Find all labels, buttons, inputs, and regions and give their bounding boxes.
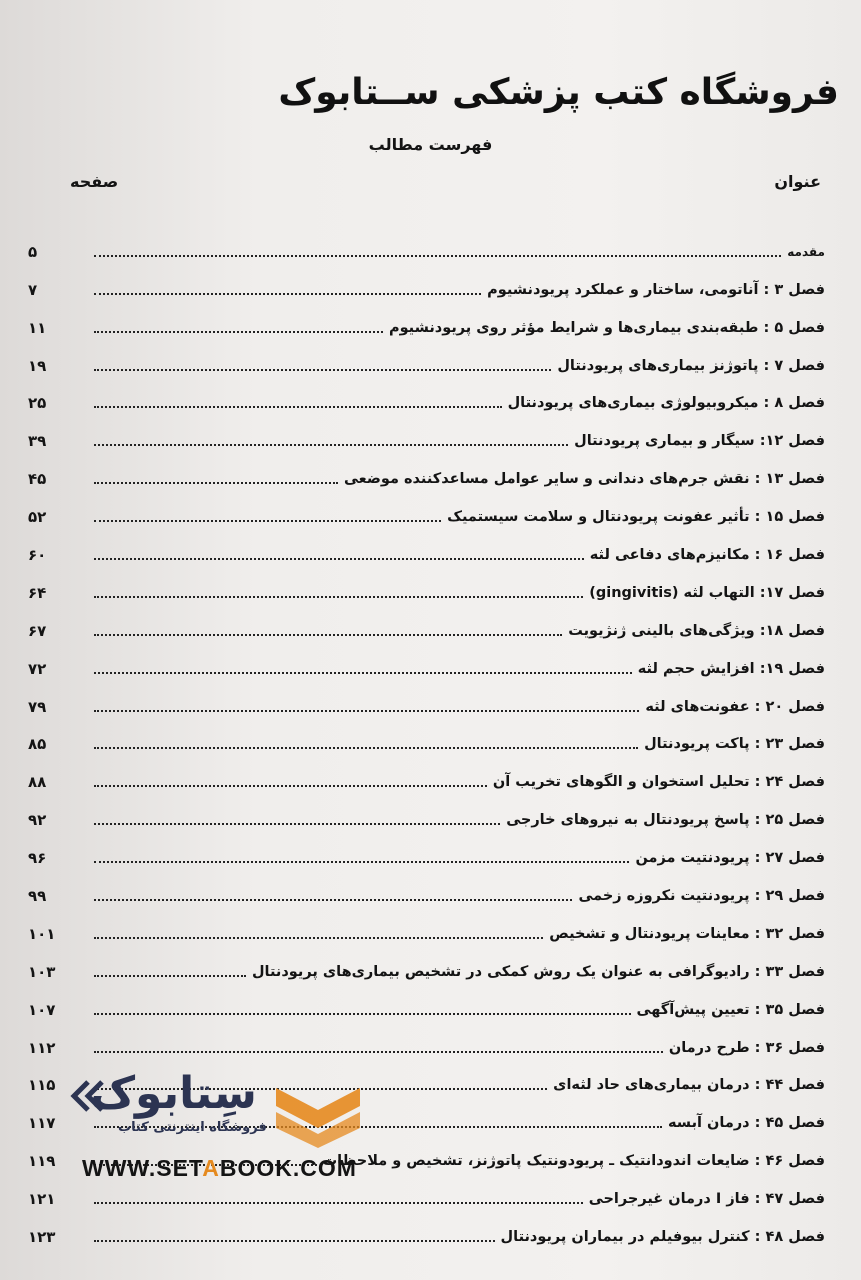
toc-entry — [28, 378, 825, 416]
toc-entry-page: ۱۹ — [28, 356, 47, 375]
dot-leader — [94, 1240, 495, 1242]
dot-leader — [94, 331, 383, 333]
toc-heading: فهرست مطالب — [368, 135, 493, 154]
toc-entry-title: فصل ۴۸ : کنترل بیوفیلم در بیماران پریودنتال — [500, 1229, 825, 1246]
toc-entry-title: فصل ۱۷: التهاب لثه (gingivitis) — [589, 584, 825, 601]
toc-entry-title: فصل ۴۶ : ضایعات اندودانتیک ـ پریودونتیک پاتوژنز، تشخیص و ملاحظات — [322, 1153, 825, 1170]
toc-entry — [28, 794, 825, 832]
dot-leader — [94, 1051, 663, 1053]
dot-leader — [94, 406, 502, 408]
toc-entry — [28, 1022, 825, 1060]
watermark-url — [82, 1155, 357, 1182]
toc-entry-page: ۵ — [28, 242, 38, 261]
toc-entry-title: فصل ۲۴ : تحلیل استخوان و الگوهای تخریب آن — [492, 774, 825, 791]
toc-entry-title: فصل ۱۶ : مکانیزم‌های دفاعی لثه — [589, 547, 825, 564]
url-accent: A — [202, 1155, 220, 1181]
dot-leader — [94, 369, 551, 371]
chevron-logo-icon — [272, 1080, 364, 1150]
dot-leader — [94, 937, 543, 939]
dot-leader — [94, 293, 481, 295]
dot-leader — [94, 634, 562, 636]
toc-entry-page: ۱۰۱ — [28, 924, 56, 943]
toc-entry-title: فصل ۷ : پاتوژنز بیماری‌های پریودنتال — [557, 357, 825, 374]
toc-entry-page: ۴۵ — [28, 470, 47, 489]
toc-entry-page: ۱۲۱ — [28, 1190, 56, 1209]
toc-entry-page: ۱۲۳ — [28, 1228, 56, 1247]
store-title: فروشگاه کتب پزشکی ســتابوک — [278, 72, 839, 113]
toc-entry-title: فصل ۸ : میکروبیولوژی بیماری‌های پریودنتال — [507, 395, 825, 412]
toc-entry-title: فصل ۴۷ : فاز I درمان غیرجراحی — [588, 1191, 825, 1208]
toc-entry — [28, 340, 825, 378]
dot-leader — [94, 823, 500, 825]
column-header-title: عنوان — [774, 172, 821, 191]
toc-entry-title: فصل ۱۳ : نقش جرم‌های دندانی و سایر عوامل مساعدکننده موضعی — [344, 471, 825, 488]
watermark-logo-text: سِتابوک — [90, 1068, 257, 1119]
toc-entry — [28, 605, 825, 643]
dot-leader — [94, 1013, 631, 1015]
watermark-tagline: فروشگاه اینترنتی کتاب — [118, 1120, 267, 1135]
dot-leader — [94, 747, 638, 749]
toc-entry-page: ۹۹ — [28, 887, 47, 906]
toc-entry — [28, 1211, 825, 1249]
toc-entry — [28, 681, 825, 719]
toc-entry-page: ۱۱۵ — [28, 1076, 56, 1095]
toc-entry-page: ۳۹ — [28, 432, 47, 451]
dot-leader — [94, 1202, 583, 1204]
toc-entry — [28, 453, 825, 491]
toc-entry-title: فصل ۳ : آناتومی، ساختار و عملکرد پریودنشیوم — [487, 281, 825, 298]
toc-entry-title: فصل ۳۲ : معاینات پریودنتال و تشخیص — [549, 925, 825, 942]
toc-entry-title: مقدمه — [787, 244, 825, 259]
dot-leader — [94, 520, 441, 522]
toc-entry-title: فصل ۴۵ : درمان آبسه — [668, 1115, 825, 1132]
toc-entry-page: ۲۵ — [28, 394, 47, 413]
toc-entry-page: ۷۹ — [28, 697, 47, 716]
toc-entry — [28, 567, 825, 605]
toc-entry-page: ۶۰ — [28, 546, 47, 565]
toc-entry-page: ۱۱۹ — [28, 1152, 56, 1171]
toc-entry-page: ۷۲ — [28, 659, 47, 678]
toc-entry — [28, 529, 825, 567]
dot-leader — [94, 861, 629, 863]
toc-entry — [28, 226, 825, 264]
toc-entry-page: ۱۱۷ — [28, 1114, 56, 1133]
dot-leader — [94, 975, 246, 977]
toc-entry — [28, 908, 825, 946]
toc-entry-title: فصل ۱۸: ویژگی‌های بالینی ژنژیویت — [568, 622, 825, 639]
toc-entry-page: ۷ — [28, 280, 38, 299]
toc-entry-page: ۵۲ — [28, 508, 47, 527]
toc-entry — [28, 719, 825, 757]
dot-leader — [94, 482, 338, 484]
toc-entry-page: ۱۱۲ — [28, 1038, 56, 1057]
toc-entry-title: فصل ۳۵ : تعیین پیش‌آگهی — [636, 1001, 825, 1018]
toc-entry — [28, 984, 825, 1022]
column-header-page: صفحه — [70, 172, 119, 191]
toc-entry-page: ۱۰۷ — [28, 1000, 56, 1019]
dot-leader — [94, 710, 639, 712]
toc-entry-page: ۸۵ — [28, 735, 47, 754]
toc-entry-page: ۱۱ — [28, 318, 47, 337]
dot-leader — [94, 785, 487, 787]
toc-entry — [28, 491, 825, 529]
toc-entry-title: فصل ۲۹ : پریودنتیت نکروزه زخمی — [578, 888, 825, 905]
toc-entry — [28, 946, 825, 984]
toc-entry-title: فصل ۳۶ : طرح درمان — [668, 1039, 825, 1056]
toc-entry — [28, 756, 825, 794]
toc-entry-page: ۹۲ — [28, 811, 47, 830]
toc-entry-page: ۸۸ — [28, 773, 47, 792]
toc-entry — [28, 643, 825, 681]
toc-entry-page: ۹۶ — [28, 849, 47, 868]
toc-entry — [28, 302, 825, 340]
url-part1: WWW.SET — [82, 1155, 203, 1181]
toc-entry-title: فصل ۳۳ : رادیوگرافی به عنوان یک روش کمکی در تشخیص بیماری‌های پریودنتال — [251, 963, 825, 980]
dot-leader — [94, 255, 781, 257]
dot-leader — [94, 596, 583, 598]
toc-entry-title: فصل ۱۹: افزایش حجم لثه — [637, 660, 825, 677]
toc-entry-title: فصل ۲۷ : پریودنتیت مزمن — [635, 850, 825, 867]
dot-leader — [94, 558, 584, 560]
toc-entry-title: فصل ۴۴ : درمان بیماری‌های حاد لثه‌ای — [553, 1077, 825, 1094]
toc-entry — [28, 415, 825, 453]
url-part2: BOOK.COM — [219, 1155, 357, 1181]
dot-leader — [94, 899, 572, 901]
toc-entry-title: فصل ۲۰ : عفونت‌های لثه — [645, 698, 825, 715]
toc-entry — [28, 832, 825, 870]
dot-leader — [94, 444, 568, 446]
toc-entry-title: فصل ۱۲: سیگار و بیماری پریودنتال — [574, 433, 825, 450]
toc-entry — [28, 264, 825, 302]
toc-entry-title: فصل ۱۵ : تأثیر عفونت پریودنتال و سلامت سیستمیک — [447, 509, 825, 526]
toc-entry-title: فصل ۲۵ : پاسخ پریودنتال به نیروهای خارجی — [506, 812, 825, 829]
toc-entry — [28, 870, 825, 908]
toc-entry-page: ۱۰۳ — [28, 962, 56, 981]
toc-entry-page: ۶۷ — [28, 621, 47, 640]
toc-entry-page: ۶۴ — [28, 583, 47, 602]
toc-entry-title: فصل ۲۳ : پاکت پریودنتال — [644, 736, 825, 753]
toc-entry-title: فصل ۵ : طبقه‌بندی بیماری‌ها و شرایط مؤثر روی پریودنشیوم — [388, 319, 825, 336]
dot-leader — [94, 672, 632, 674]
